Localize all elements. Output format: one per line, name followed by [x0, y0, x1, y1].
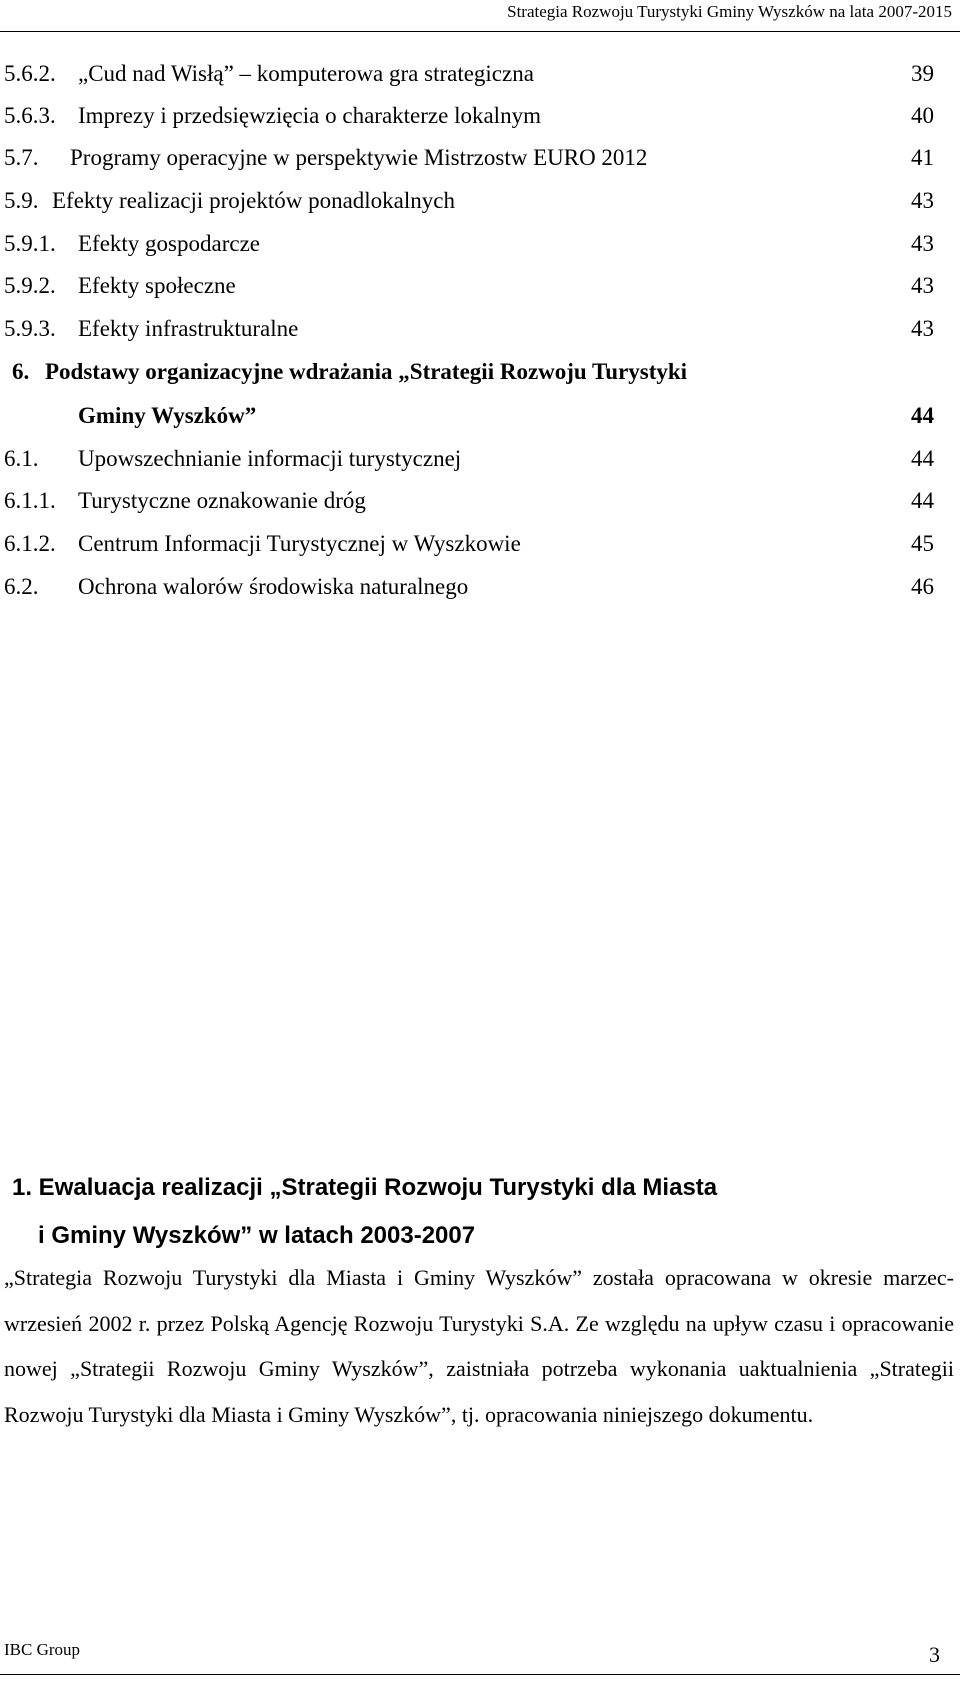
running-header: Strategia Rozwoju Turystyki Gminy Wyszków na lata 2007-2015 [507, 2, 952, 21]
toc-page: 44 [911, 488, 934, 513]
toc-title: Imprezy i przedsięwzięcia o charakterze lokalnym [78, 103, 541, 128]
toc-entry[interactable] [0, 311, 960, 347]
toc-entry-chapter[interactable] [0, 354, 960, 390]
toc-entry[interactable] [0, 526, 960, 562]
toc-page: 43 [911, 273, 934, 298]
toc-number: 6.1.2. [4, 531, 56, 556]
toc-title: Centrum Informacji Turystycznej w Wyszkowie [78, 531, 521, 556]
toc-page: 39 [911, 61, 934, 86]
toc-number: 5.9. [4, 188, 39, 213]
toc-number: 5.6.3. [4, 103, 56, 128]
toc-page: 43 [911, 316, 934, 341]
section-heading-line-1: 1. Ewaluacja realizacji „Strategii Rozwoju Turystyki dla Miasta [12, 1174, 718, 1201]
toc-entry[interactable] [0, 268, 960, 304]
toc-title: Efekty społeczne [78, 273, 236, 298]
toc-number: 5.9.1. [4, 231, 56, 256]
footer-company: IBC Group [4, 1640, 81, 1659]
header-rule [0, 31, 960, 32]
toc-title: Efekty infrastrukturalne [78, 316, 299, 341]
toc-number: 5.9.3. [4, 316, 56, 341]
section-paragraph: „Strategia Rozwoju Turystyki dla Miasta i Gminy Wyszków” została opracowana w okresie marzec-wrzesień 2002 r. przez Polską Agencję Rozwoju Turystyki S.A. Ze względu na upływ czasu i opracowanie nowej „Strategii Rozwoju Gminy Wyszków”, zaistniała potrzeba wykonania uaktualnienia „Strategii Rozwoju Turystyki dla Miasta i Gminy Wyszków”, tj. opracowania niniejszego dokumentu. [4, 1265, 954, 1427]
toc-title: Turystyczne oznakowanie dróg [78, 488, 366, 513]
page-number: 3 [929, 1642, 940, 1667]
toc-entry[interactable] [0, 183, 960, 219]
toc-title: Efekty gospodarcze [78, 231, 261, 256]
toc-entry[interactable] [0, 569, 960, 605]
toc-number: 6.1.1. [4, 488, 56, 513]
footer-rule [0, 1674, 960, 1675]
toc-entry[interactable] [0, 441, 960, 477]
toc-page: 43 [911, 188, 934, 213]
toc-number: 5.6.2. [4, 61, 56, 86]
toc-page: 44 [911, 403, 934, 428]
toc-page: 41 [911, 145, 934, 170]
toc-page: 40 [911, 103, 934, 128]
toc-entry[interactable] [0, 140, 960, 176]
toc-title-continued: Gminy Wyszków” [78, 403, 257, 428]
toc-number: 6. [12, 359, 30, 384]
toc-title: Efekty realizacji projektów ponadlokalnych [52, 188, 455, 213]
toc-number: 6.1. [4, 446, 39, 471]
toc-entry-chapter-continued[interactable] [0, 398, 960, 434]
toc-number: 5.9.2. [4, 273, 56, 298]
toc-title: „Cud nad Wisłą” – komputerowa gra strategiczna [78, 61, 534, 86]
toc-page: 43 [911, 231, 934, 256]
toc-page: 44 [911, 446, 934, 471]
toc-page: 45 [911, 531, 934, 556]
toc-title: Ochrona walorów środowiska naturalnego [78, 574, 469, 599]
toc-title: Upowszechnianie informacji turystycznej [78, 446, 462, 471]
toc-number: 5.7. [4, 145, 39, 170]
section-heading-line-2: i Gminy Wyszków” w latach 2003-2007 [38, 1222, 476, 1249]
toc-number: 6.2. [4, 574, 39, 599]
section-heading [12, 1164, 952, 1260]
toc-entry[interactable] [0, 98, 960, 134]
toc-title: Programy operacyjne w perspektywie Mistrzostw EURO 2012 [70, 145, 648, 170]
toc-entry[interactable] [0, 483, 960, 519]
toc-page: 46 [911, 574, 934, 599]
toc-entry[interactable] [0, 226, 960, 262]
toc-title: Podstawy organizacyjne wdrażania „Strategii Rozwoju Turystyki [45, 359, 688, 384]
toc-entry[interactable] [0, 56, 960, 92]
